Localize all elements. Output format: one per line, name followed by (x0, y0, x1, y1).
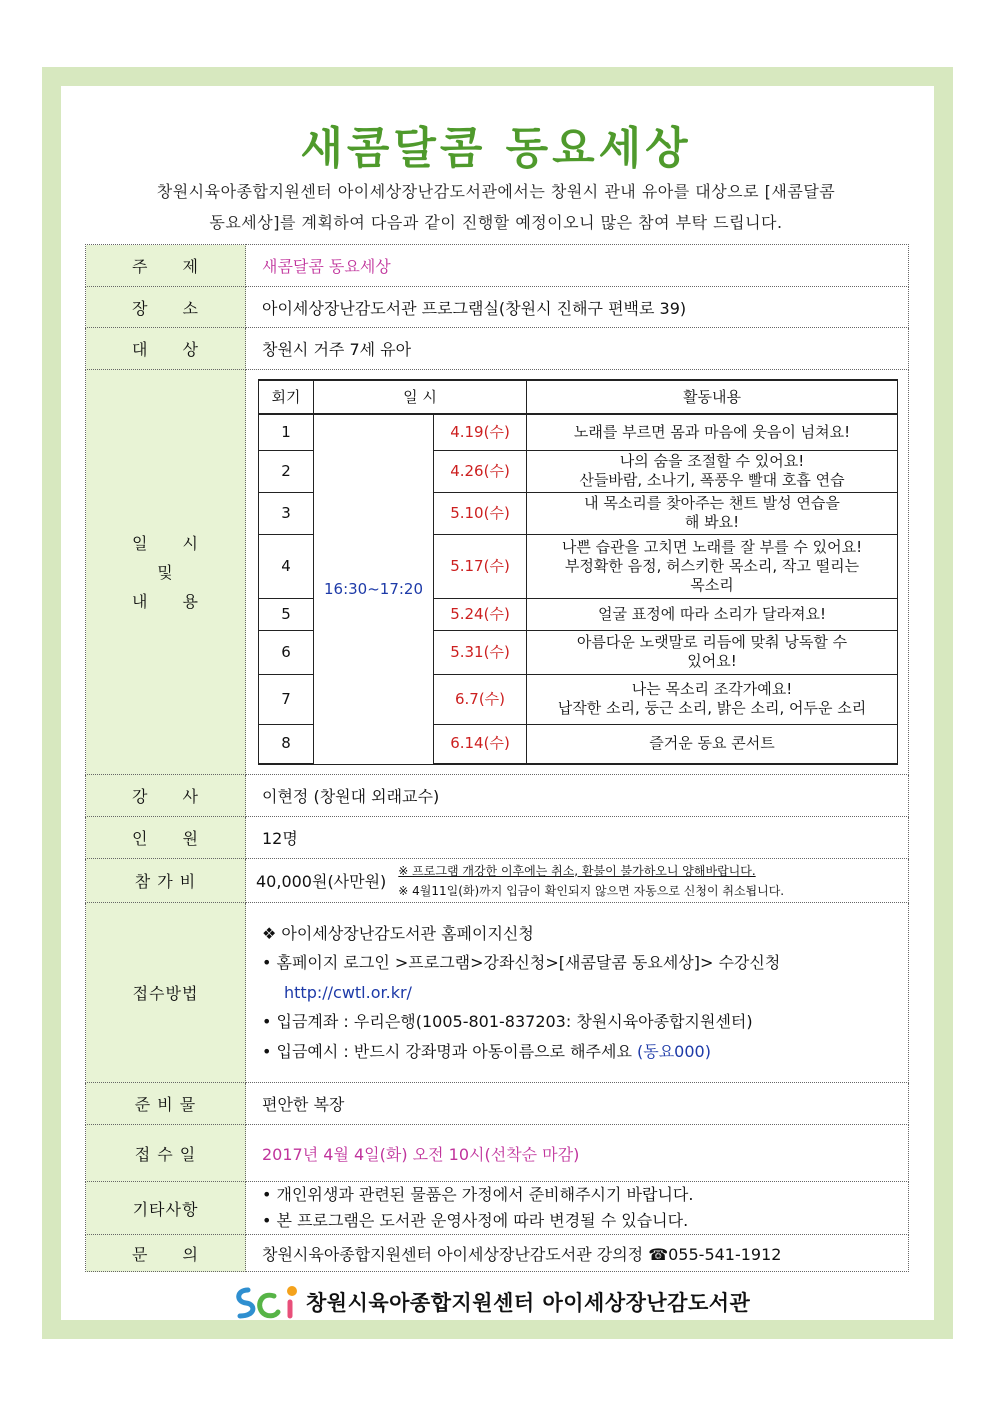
date-value: 2017년 4월 4일(화) 오전 10시(선착순 마감) (246, 1125, 909, 1182)
schedule-label (86, 370, 246, 775)
row-fee (86, 859, 909, 903)
session-content (527, 724, 898, 764)
session-content (527, 414, 898, 450)
row-theme (86, 245, 909, 287)
organization-logo-icon (232, 1282, 302, 1322)
intro-text (90, 176, 902, 238)
schedule-label-line-2: 및 (157, 562, 174, 582)
capacity-label: 인 원 (86, 817, 246, 859)
instructor-value: 이현정 (창원대 외래교수) (246, 775, 909, 817)
fee-label: 참 가 비 (86, 859, 246, 903)
footer (232, 1282, 750, 1322)
schedule-label-line-3: 내 용 (132, 591, 199, 611)
target-label: 대 상 (86, 328, 246, 370)
capacity-value: 12명 (246, 817, 909, 859)
session-date: 5.24(수) (434, 598, 527, 630)
etc-label: 기타사항 (86, 1182, 246, 1235)
contact-value: 창원시육아종합지원센터 아이세상장난감도서관 강의정 ☎055-541-1912 (246, 1235, 909, 1272)
schedule-table (258, 379, 898, 765)
row-schedule (86, 370, 909, 775)
apply-line-1: ❖ 아이세상장난감도서관 홈페이지신청 (262, 923, 534, 943)
row-date (86, 1125, 909, 1182)
session-content-line-2: 산들바람, 소나기, 폭풍우 빨대 호흡 연습 (579, 471, 845, 489)
session-content (527, 450, 898, 492)
apply-cell (246, 903, 909, 1083)
apply-line-2: • 홈페이지 로그인 >프로그램>강좌신청>[새콤달콤 동요세상]> 수강신청 (262, 953, 781, 973)
date-label: 접 수 일 (86, 1125, 246, 1182)
row-contact (86, 1235, 909, 1272)
session-content-line-1: 내 목소리를 찾아주는 챈트 발성 연습을 (584, 494, 840, 512)
session-content-line-1: 노래를 부르면 몸과 마음에 웃음이 넘쳐요! (573, 422, 851, 441)
session-content-line-1: 얼굴 표정에 따라 소리가 달라져요! (598, 604, 826, 623)
target-value: 창원시 거주 7세 유아 (246, 328, 909, 370)
apply-example: (동요000) (637, 1041, 711, 1061)
prepare-label: 준 비 물 (86, 1083, 246, 1125)
fee-cell (246, 859, 909, 903)
intro-line-1: 창원시육아종합지원센터 아이세상장난감도서관에서는 창원시 관내 유아를 대상으로 [새콤달콤 (156, 182, 836, 201)
fee-value: 40,000원(사만원) (256, 872, 387, 891)
session-date: 5.10(수) (434, 492, 527, 534)
session-content (527, 598, 898, 630)
schedule-header-row (259, 380, 898, 414)
session-time: 16:30~17:20 (314, 414, 434, 764)
session-number: 4 (259, 534, 314, 598)
session-date: 4.26(수) (434, 450, 527, 492)
fee-note-2: ※ 4월11일(화)까지 입금이 확인되지 않으면 자동으로 신청이 취소됩니다. (398, 883, 785, 898)
session-number: 8 (259, 724, 314, 764)
row-target (86, 328, 909, 370)
apply-line-3: • 입금계좌 : 우리은행(1005-801-837203: 창원시육아종합지원센터) (262, 1012, 753, 1032)
apply-line-4-text: • 입금예시 : 반드시 강좌명과 아동이름으로 해주세요 (262, 1041, 632, 1061)
session-number: 2 (259, 450, 314, 492)
session-date: 5.17(수) (434, 534, 527, 598)
row-apply (86, 903, 909, 1083)
session-number: 5 (259, 598, 314, 630)
theme-label: 주 제 (86, 245, 246, 287)
header-content: 활동내용 (527, 380, 898, 414)
contact-label: 문 의 (86, 1235, 246, 1272)
fee-note-1: ※ 프로그램 개강한 이후에는 취소, 환불이 불가하오니 양해바랍니다. (398, 863, 756, 878)
place-value: 아이세상장난감도서관 프로그램실(창원시 진해구 편백로 39) (246, 287, 909, 328)
session-number: 7 (259, 674, 314, 724)
schedule-row (259, 414, 898, 450)
session-content-line-1: 아름다운 노랫말로 리듬에 맞춰 낭독할 수 (576, 633, 848, 651)
row-place (86, 287, 909, 328)
session-content (527, 492, 898, 534)
prepare-value: 편안한 복장 (246, 1083, 909, 1125)
header-session: 회기 (259, 380, 314, 414)
session-date: 6.7(수) (434, 674, 527, 724)
etc-line-1: • 개인위생과 관련된 물품은 가정에서 준비해주시기 바랍니다. (262, 1185, 694, 1204)
session-content-line-2: 납작한 소리, 둥근 소리, 밝은 소리, 어두운 소리 (557, 699, 867, 717)
session-content (527, 674, 898, 724)
homepage-link[interactable]: http://cwtl.or.kr/ (284, 982, 412, 1002)
session-content-line-2: 부정확한 음정, 허스키한 목소리, 작고 떨리는 (564, 556, 860, 575)
row-etc (86, 1182, 909, 1235)
etc-line-2: • 본 프로그램은 도서관 운영사정에 따라 변경될 수 있습니다. (262, 1211, 689, 1230)
instructor-label: 강 사 (86, 775, 246, 817)
session-content (527, 630, 898, 674)
schedule-cell (246, 370, 909, 775)
session-content-line-3: 목소리 (690, 575, 734, 594)
session-date: 6.14(수) (434, 724, 527, 764)
row-instructor (86, 775, 909, 817)
page-title: 새콤달콤 동요세상 (300, 123, 692, 174)
schedule-label-line-1: 일 시 (132, 533, 199, 553)
session-content-line-1: 나의 숨을 조절할 수 있어요! (619, 452, 805, 470)
session-content-line-1: 나는 목소리 조각가예요! (631, 680, 793, 698)
intro-line-2: 동요세상]를 계획하여 다음과 같이 진행할 예정이오니 많은 참여 부탁 드립니다. (209, 213, 783, 232)
apply-line-4 (262, 1037, 908, 1067)
theme-value: 새콤달콤 동요세상 (246, 245, 909, 287)
fee-notes (398, 861, 784, 901)
session-content (527, 534, 898, 598)
header-datetime: 일 시 (314, 380, 527, 414)
session-content-line-1: 즐거운 동요 콘서트 (649, 734, 775, 753)
session-content-line-2: 해 봐요! (684, 513, 740, 531)
session-number: 1 (259, 414, 314, 450)
row-prepare (86, 1083, 909, 1125)
session-content-line-2: 있어요! (687, 652, 737, 670)
session-date: 5.31(수) (434, 630, 527, 674)
place-label: 장 소 (86, 287, 246, 328)
session-date: 4.19(수) (434, 414, 527, 450)
row-capacity (86, 817, 909, 859)
session-number: 3 (259, 492, 314, 534)
session-content-line-1: 나쁜 습관을 고치면 노래를 잘 부를 수 있어요! (561, 537, 863, 556)
info-table (85, 244, 909, 1272)
session-number: 6 (259, 630, 314, 674)
apply-label: 접수방법 (86, 903, 246, 1083)
etc-cell (246, 1182, 909, 1235)
footer-organization: 창원시육아종합지원센터 아이세상장난감도서관 (306, 1291, 751, 1315)
